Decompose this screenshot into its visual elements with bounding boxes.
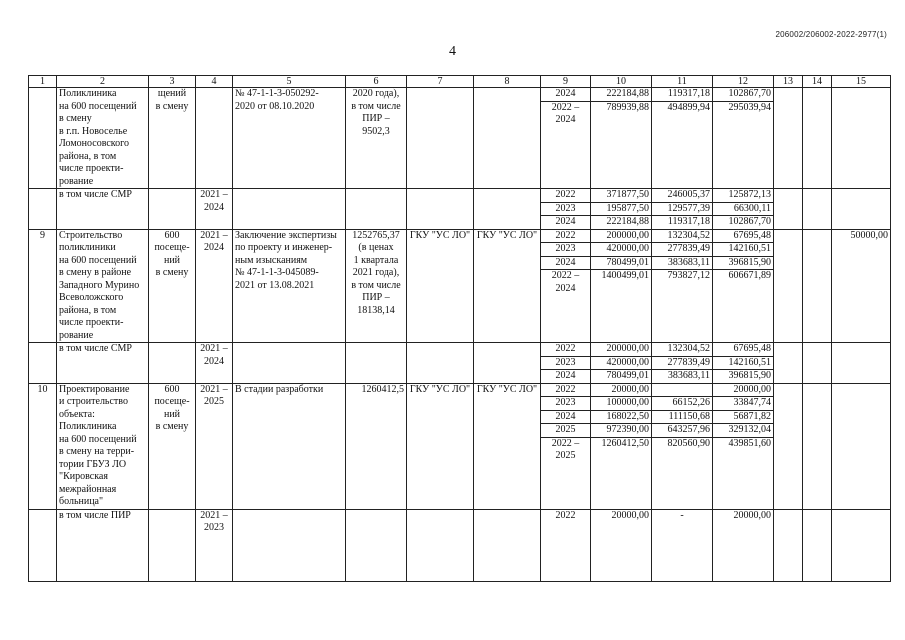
amount-regional: [713, 189, 774, 230]
header-cell: 1: [29, 76, 57, 88]
amount: 20000,00: [611, 383, 649, 395]
customer: ГКУ "УС ЛО": [407, 383, 474, 509]
expertise: В стадии разработки: [233, 383, 346, 509]
header-cell: 11: [652, 76, 713, 88]
year: 2022: [555, 343, 576, 354]
amount: 329132,04: [713, 423, 773, 437]
header-cell: 14: [803, 76, 832, 88]
year-cell: [541, 189, 591, 230]
year: 2023: [541, 356, 590, 370]
amount: 100000,00: [591, 396, 651, 410]
amount: 132304,52: [667, 229, 710, 241]
amount: 119317,18: [652, 215, 712, 229]
amount: 66152,26: [652, 396, 712, 410]
year: 2022: [555, 383, 576, 395]
amount: 1260412,50: [591, 437, 651, 463]
amount: 102867,70: [713, 215, 773, 229]
amount: 439851,60: [713, 437, 773, 463]
year: 2024: [541, 410, 590, 424]
header-cell: 8: [474, 76, 541, 88]
capacity: 600 посеще- ний в смену: [149, 383, 196, 509]
amount: 142160,51: [713, 242, 773, 256]
year: 2023: [541, 242, 590, 256]
amount-total: [591, 88, 652, 189]
amount: 396815,90: [713, 369, 773, 383]
amount-total: [591, 383, 652, 509]
amount: 20000,00: [591, 509, 652, 581]
estimated-cost: 1260412,5: [346, 383, 407, 509]
amount-federal: [652, 189, 713, 230]
header-cell: 7: [407, 76, 474, 88]
year: 2023: [541, 396, 590, 410]
amount: 67695,48: [733, 343, 771, 354]
amount: 643257,96: [652, 423, 712, 437]
amount: 396815,90: [713, 256, 773, 270]
amount: 195877,50: [591, 202, 651, 216]
amount: 222184,88: [591, 215, 651, 229]
amount: 780499,01: [591, 256, 651, 270]
amount-total: [591, 343, 652, 384]
developer: ГКУ "УС ЛО": [474, 383, 541, 509]
amount: 20000,00: [733, 383, 771, 395]
header-cell: 2: [57, 76, 149, 88]
year-cell: [541, 88, 591, 189]
header-cell: 3: [149, 76, 196, 88]
period: 2021 – 2025: [196, 383, 233, 509]
item-number: 10: [29, 383, 57, 509]
estimated-cost: 1252765,37 (в ценах 1 квартала 2021 года), в том числе ПИР – 18138,14: [346, 229, 407, 343]
amount: 129577,39: [652, 202, 712, 216]
amount-federal: [652, 383, 713, 509]
year: 2022: [555, 189, 576, 200]
header-cell: 10: [591, 76, 652, 88]
amount: 972390,00: [591, 423, 651, 437]
amount: [652, 384, 712, 397]
expertise: Заключение экспертизы по проекту и инженер- ным изысканиям № 47-1-1-3-045089- 2021 от 13.08.2021: [233, 229, 346, 343]
amount-federal: [652, 88, 713, 189]
year: 2024: [555, 88, 576, 99]
amount: 222184,88: [606, 88, 649, 99]
year: 2023: [541, 202, 590, 216]
year: 2022: [541, 509, 591, 581]
amount: 66300,11: [713, 202, 773, 216]
object-name: Строительство поликлиники на 600 посещений в смену в районе Западного Мурино Всеволожского района, в том числе проекти- рование: [57, 229, 149, 343]
amount: 789939,88: [591, 101, 651, 127]
header-cell: 15: [832, 76, 891, 88]
amount: 494899,94: [652, 101, 712, 127]
page-number: 4: [449, 44, 456, 59]
sub-item-name: в том числе ПИР: [57, 509, 149, 581]
amount: 20000,00: [713, 509, 774, 581]
expertise: № 47-1-1-3-050292- 2020 от 08.10.2020: [233, 88, 346, 189]
year: 2022 – 2024: [541, 269, 590, 295]
amount: 371877,50: [606, 189, 649, 200]
amount: 780499,01: [591, 369, 651, 383]
table-row: [29, 383, 891, 509]
amount: 200000,00: [606, 343, 649, 354]
amount: 142160,51: [713, 356, 773, 370]
year: 2024: [541, 369, 590, 383]
header-cell: 6: [346, 76, 407, 88]
table-row: [29, 509, 891, 581]
year: 2022 – 2025: [541, 437, 590, 463]
year: 2022 – 2024: [541, 101, 590, 127]
amount-regional: [713, 343, 774, 384]
amount-regional: [713, 383, 774, 509]
amount: 383683,11: [652, 256, 712, 270]
document-id: 206002/206002-2022-2977(1): [775, 30, 887, 39]
amount: 132304,52: [667, 343, 710, 354]
amount: 295039,94: [713, 101, 773, 127]
period: 2021 – 2024: [196, 343, 233, 384]
object-name: Поликлиника на 600 посещений в смену в г.п. Новоселье Ломоносовского района, в том числе проекти- рование: [57, 88, 149, 189]
amount: 246005,37: [667, 189, 710, 200]
year-cell: [541, 229, 591, 343]
sub-item-name: в том числе СМР: [57, 189, 149, 230]
amount: 200000,00: [606, 229, 649, 241]
amount-regional: [713, 229, 774, 343]
period: 2021 – 2023: [196, 509, 233, 581]
sub-item-name: в том числе СМР: [57, 343, 149, 384]
amount-federal: [652, 229, 713, 343]
table-row: [29, 229, 891, 343]
amount: 420000,00: [591, 242, 651, 256]
amount: 56871,82: [713, 410, 773, 424]
header-cell: 12: [713, 76, 774, 88]
customer: ГКУ "УС ЛО": [407, 229, 474, 343]
estimated-cost: 2020 года), в том числе ПИР – 9502,3: [346, 88, 407, 189]
table-row: [29, 88, 891, 189]
amount: 606671,89: [713, 269, 773, 295]
item-number: 9: [29, 229, 57, 343]
capacity: щений в смену: [149, 88, 196, 189]
amount-federal: [652, 343, 713, 384]
amount: 111150,68: [652, 410, 712, 424]
amount-total: [591, 189, 652, 230]
column-number-header: [29, 76, 891, 88]
developer: ГКУ "УС ЛО": [474, 229, 541, 343]
amount-total: [591, 229, 652, 343]
year: 2022: [555, 229, 576, 241]
amount: 383683,11: [652, 369, 712, 383]
year-cell: [541, 383, 591, 509]
year: 2025: [541, 423, 590, 437]
amount: 33847,74: [713, 396, 773, 410]
amount: 1400499,01: [591, 269, 651, 295]
object-name: Проектирование и строительство объекта: Поликлиника на 600 посещений в смену на терри- тории ГБУЗ ЛО "Кировская межрайонная больница": [57, 383, 149, 509]
period: 2021 – 2024: [196, 189, 233, 230]
amount: 793827,12: [652, 269, 712, 295]
header-cell: 9: [541, 76, 591, 88]
amount: 277839,49: [652, 242, 712, 256]
capacity: 600 посеще- ний в смену: [149, 229, 196, 343]
amount: 119317,18: [667, 88, 710, 99]
amount: 277839,49: [652, 356, 712, 370]
header-cell: 5: [233, 76, 346, 88]
header-cell: 13: [774, 76, 803, 88]
table-row: [29, 343, 891, 384]
amount: -: [652, 509, 713, 581]
amount: 168022,50: [591, 410, 651, 424]
header-cell: 4: [196, 76, 233, 88]
year-cell: [541, 343, 591, 384]
table-row: [29, 189, 891, 230]
amount-regional: [713, 88, 774, 189]
amount-col15: 50000,00: [832, 229, 891, 343]
year: 2024: [541, 256, 590, 270]
program-table: [28, 75, 891, 582]
year: 2024: [541, 215, 590, 229]
amount: 102867,70: [728, 88, 771, 99]
amount: 820560,90: [652, 437, 712, 463]
amount: 125872,13: [728, 189, 771, 200]
amount: 67695,48: [733, 229, 771, 241]
amount: 420000,00: [591, 356, 651, 370]
period: 2021 – 2024: [196, 229, 233, 343]
